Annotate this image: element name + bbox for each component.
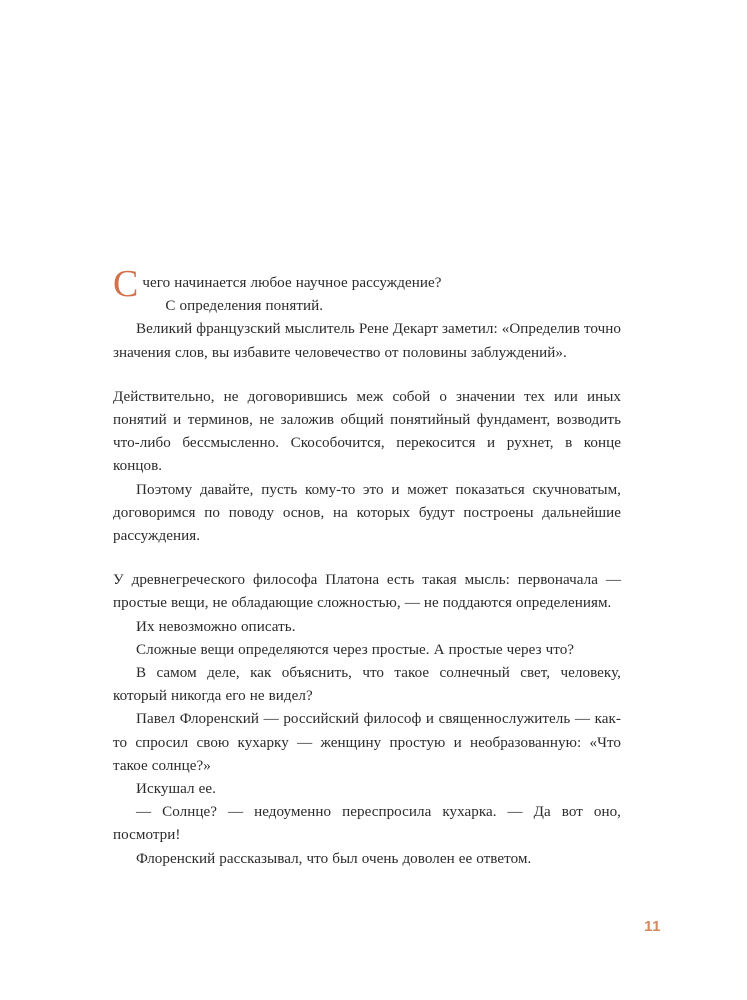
paragraph: С определения понятий. <box>165 298 324 315</box>
paragraph <box>113 263 621 305</box>
paragraph: Действительно, не договорившись меж собой о значении тех или иных понятий и терминов, не заложив общий понятийный фундамент, возводить что-либо бессмысленно. Скособочится, перекосится и рухнет, в конце концов. <box>113 388 621 475</box>
paragraph: У древнегреческого философа Платона есть такая мысль: первоначала — простые вещи, не обладающие сложностью, — не поддаются определениям. <box>113 572 621 612</box>
paragraph-block <box>113 386 621 548</box>
drop-cap-letter: С <box>113 263 139 305</box>
paragraph: Их невозможно описать. <box>136 618 296 635</box>
paragraph-text: чего начинается любое научное рассуждение? <box>142 275 442 291</box>
body-text-column <box>113 263 621 871</box>
paragraph-block <box>113 263 621 365</box>
paragraph: Сложные вещи определяются через простые. А простые через что? <box>136 641 575 658</box>
paragraph-block <box>113 569 621 871</box>
paragraph: Искушал ее. <box>136 781 216 798</box>
paragraph: Великий французский мыслитель Рене Декарт заметил: «Определив точно значения слов, вы избавите человечество от половины заблуждений». <box>113 321 621 361</box>
paragraph: Павел Флоренский — российский философ и священнослужитель — как-то спросил свою кухарку — женщину простую и необразованную: «Что такое солнце?» <box>113 711 621 774</box>
paragraph: Флоренский рассказывал, что был очень доволен ее ответом. <box>136 850 532 867</box>
page-number: 11 <box>644 918 661 935</box>
paragraph: В самом деле, как объяснить, что такое солнечный свет, человеку, который никогда его не видел? <box>113 665 621 705</box>
paragraph: — Солнце? — недоуменно переспросила кухарка. — Да вот оно, посмотри! <box>113 804 621 844</box>
paragraph: Поэтому давайте, пусть кому-то это и может показаться скучноватым, договоримся по поводу основ, на которых будут построены дальнейшие рассуждения. <box>113 481 621 545</box>
